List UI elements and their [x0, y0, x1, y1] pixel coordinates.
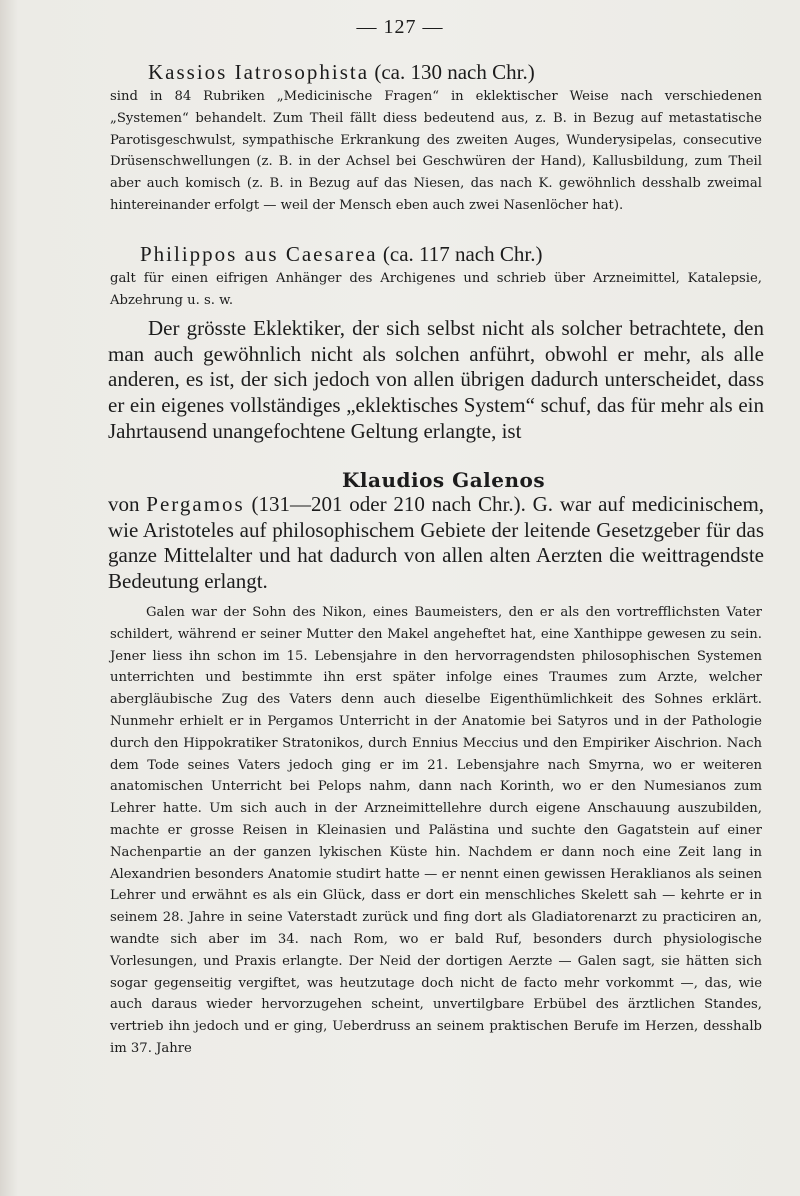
- galenos-origin-place: Pergamos: [146, 492, 245, 516]
- galenos-origin-rest: (131—201 oder 210 nach Chr.). G. war auf medicinischem, wie Aristoteles auf philosophischem Gebiete der leitende Gesetzgeber für das ganze Mittelalter und hat dadurch von allen alten Aerzten die weittragendste Bedeutung erlangt.: [108, 492, 765, 594]
- kassios-name: Kassios Iatrosophista: [148, 60, 370, 84]
- philippos-heading: [140, 242, 542, 267]
- galenos-origin-prefix: von: [108, 492, 140, 516]
- galenos-intro-paragraph: Der grösste Eklektiker, der sich selbst nicht als solcher betrachtete, den man auch gewöhnlich nicht als solchen anführt, obwohl er mehr, als alle anderen, es ist, der sich jedoch von allen übrigen dadurch unterscheidet, dass er ein eigenes vollständiges „eklektisches System“ schuf, das für mehr als ein Jahrtausend unangefochtene Geltung erlangte, ist: [108, 316, 764, 443]
- philippos-paragraph: galt für einen eifrigen Anhänger des Archigenes und schrieb über Arzneimittel, Katalepsie, Abzehrung u. s. w.: [110, 271, 762, 308]
- philippos-date: (ca. 117 nach Chr.): [382, 242, 543, 266]
- page-number: — 127 —: [356, 16, 444, 38]
- kassios-date: (ca. 130 nach Chr.): [374, 60, 535, 84]
- galenos-origin-paragraph: [108, 492, 764, 595]
- kassios-heading: [148, 60, 535, 85]
- galenos-name-heading: Klaudios Galenos: [342, 468, 546, 492]
- galen-biography-paragraph: Galen war der Sohn des Nikon, eines Baumeisters, den er als den vortrefflichsten Vater schildert, während er seiner Mutter den Makel angeheftet hat, eine Xanthippe gewesen zu sein. Jener liess ihn schon im 15. Lebensjahre in den hervorragendsten philosophischen Systemen unterrichten und bestimmte ihn erst später infolge eines Traumes zum Arzte, welcher abergläubische Zug des Vaters denn auch dieselbe Eigenthümlichkeit des Sohnes erklärt. Nunmehr erhielt er in Pergamos Unterricht in der Anatomie bei Satyros und in der Pathologie durch den Hippokratiker Stratonikos, durch Ennius Meccius und den Empiriker Aischrion. Nach dem Tode seines Vaters jedoch ging er im 21. Lebensjahre nach Smyrna, wo er weiteren anatomischen Unterricht bei Pelops nahm, dann nach Korinth, wo er den Numesianos zum Lehrer hatte. Um sich auch in der Arzneimittellehre durch eigene Anschauung auszubilden, machte er grosse Reisen in Kleinasien und Palästina und suchte den Gagatstein auf einer Nachenpartie an der ganzen lykischen Küste hin. Nachdem er dann noch eine Zeit lang in Alexandrien besonders Anatomie studirt hatte — er nennt einen gewissen Heraklianos als seinen Lehrer und erwähnt es als ein Glück, dass er dort ein menschliches Skelett sah — kehrte er in seinem 28. Jahre in seine Vaterstadt zurück und fing dort als Gladiatorenarzt zu practiciren an, wandte sich aber im 34. nach Rom, wo er bald Ruf, besonders durch physiologische Vorlesungen, und Praxis erlangte. Der Neid der dortigen Aerzte — Galen sagt, sie hätten sich sogar gegenseitig vergiftet, was heutzutage doch nicht de facto mehr vorkommt —, das, wie auch daraus wieder hervorzugehen scheint, unvertilgbare Erbübel des ärztlichen Standes, vertrieb ihn jedoch und er ging, Ueberdruss an seinem praktischen Berufe im Herzen, desshalb im 37. Jahre: [110, 605, 762, 1056]
- kassios-paragraph: sind in 84 Rubriken „Medicinische Fragen“ in eklektischer Weise nach verschiedenen „Systemen“ behandelt. Zum Theil fällt diess bedeutend aus, z. B. in Bezug auf metastatische Parotisgeschwulst, sympathische Erkrankung des zweiten Auges, Wunderysipelas, consecutive Drüsenschwellungen (z. B. in der Achsel bei Geschwüren der Hand), Kallusbildung, zum Theil aber auch komisch (z. B. in Bezug auf das Niesen, das nach K. gewöhnlich desshalb zweimal hintereinander erfolgt — weil der Mensch eben auch zwei Nasenlöcher hat).: [110, 89, 762, 213]
- philippos-name: Philippos aus Caesarea: [140, 242, 378, 266]
